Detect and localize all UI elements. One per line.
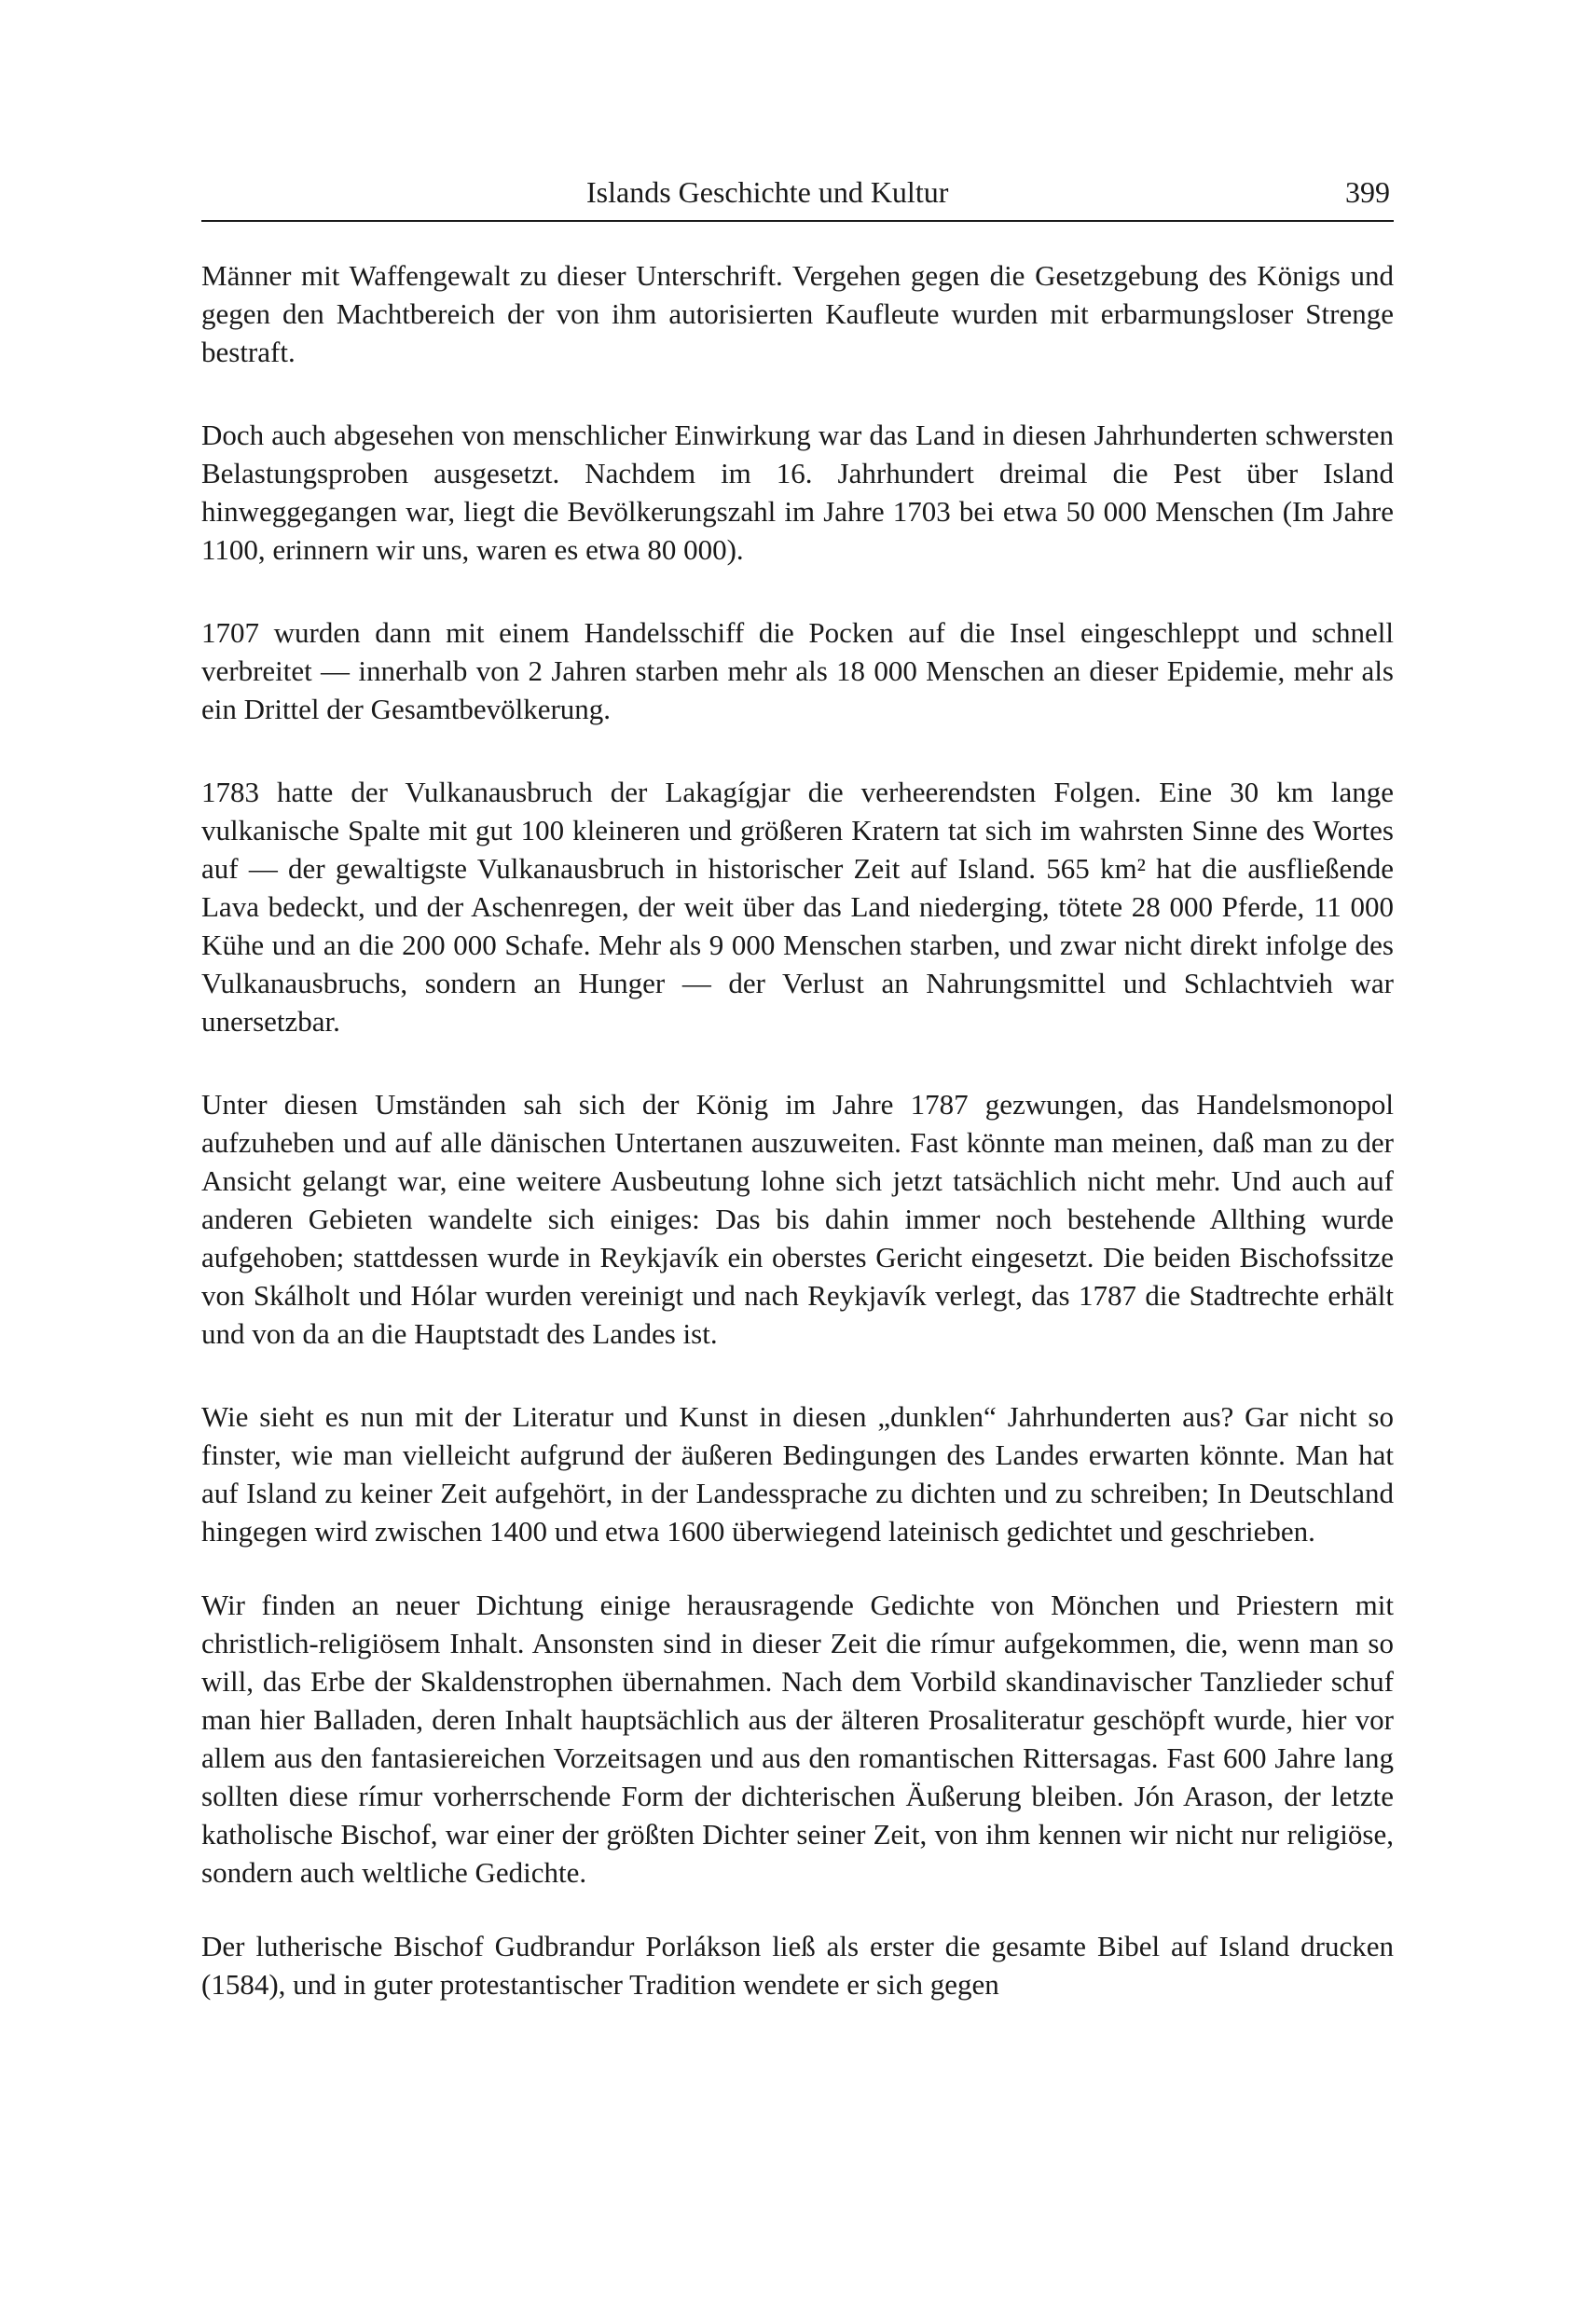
paragraph-6: Wie sieht es nun mit der Literatur und Kunst in diesen „dunklen“ Jahrhunderten aus? Gar nicht so finster, wie man vielleicht aufgrund der äußeren Bedingungen des Landes erwarten könnte. Man hat auf Island zu keiner Zeit aufgehört, in der Landessprache zu dichten und zu schreiben; In Deutschland hingegen wird zwischen 1400 und etwa 1600 überwiegend lateinisch gedichtet und geschrieben. [201, 1400, 1394, 1548]
body-text [201, 256, 1394, 2048]
running-title: Islands Geschichte und Kultur [586, 175, 949, 209]
paragraph-8: Der lutherische Bischof Gudbrandur Porlákson ließ als erster die gesamte Bibel auf Island drucken (1584), und in guter protestantischer Tradition wendete er sich gegen [201, 1930, 1394, 2001]
paragraph-2: Doch auch abgesehen von menschlicher Einwirkung war das Land in diesen Jahrhunderten schwersten Belastungsproben ausgesetzt. Nachdem im 16. Jahrhundert dreimal die Pest über Island hinweggegangen war, liegt die Bevölkerungszahl im Jahre 1703 bei etwa 50 000 Menschen (Im Jahre 1100, erinnern wir uns, waren es etwa 80 000). [201, 419, 1394, 566]
paragraph-4: 1783 hatte der Vulkanausbruch der Lakagígjar die verheerendsten Folgen. Eine 30 km lange vulkanische Spalte mit gut 100 kleineren und größeren Kratern tat sich im wahrsten Sinne des Wortes auf — der gewaltigste Vulkanausbruch in historischer Zeit auf Island. 565 km² hat die ausfließende Lava bedeckt, und der Aschenregen, der weit über das Land niederging, tötete 28 000 Pferde, 11 000 Kühe und an die 200 000 Schafe. Mehr als 9 000 Menschen starben, und zwar nicht direkt infolge des Vulkanausbruchs, sondern an Hunger — der Verlust an Nahrungsmittel und Schlachtvieh war unersetzbar. [201, 776, 1394, 1038]
paragraph-5: Unter diesen Umständen sah sich der König im Jahre 1787 gezwungen, das Handelsmonopol aufzuheben und auf alle dänischen Untertanen auszuweiten. Fast könnte man meinen, daß man zu der Ansicht gelangt war, eine weitere Ausbeutung lohne sich jetzt tatsächlich nicht mehr. Und auch auf anderen Gebieten wandelte sich einiges: Das bis dahin immer noch bestehende Allthing wurde aufgehoben; stattdessen wurde in Reykjavík ein oberstes Gericht eingesetzt. Die beiden Bischofssitze von Skálholt und Hólar wurden vereinigt und nach Reykjavík verlegt, das 1787 die Stadtrechte erhält und von da an die Hauptstadt des Landes ist. [201, 1088, 1394, 1350]
paragraph-1: Männer mit Waffengewalt zu dieser Unterschrift. Vergehen gegen die Gesetzgebung des Königs und gegen den Machtbereich der von ihm autorisierten Kaufleute wurden mit erbarmungsloser Strenge bestraft. [201, 259, 1394, 368]
paragraph-3: 1707 wurden dann mit einem Handelsschiff die Pocken auf die Insel eingeschleppt und schnell verbreitet — innerhalb von 2 Jahren starben mehr als 18 000 Menschen an dieser Epidemie, mehr als ein Drittel der Gesamtbevölkerung. [201, 616, 1394, 725]
paragraph-7: Wir finden an neuer Dichtung einige herausragende Gedichte von Mönchen und Priestern mit christlich-religiösem Inhalt. Ansonsten sind in dieser Zeit die rímur aufgekommen, die, wenn man so will, das Erbe der Skaldenstrophen übernahmen. Nach dem Vorbild skandinavischer Tanzlieder schuf man hier Balladen, deren Inhalt hauptsächlich aus der älteren Prosaliteratur geschöpft wurde, hier vor allem aus den fantasiereichen Vorzeitsagen und aus den romantischen Rittersagas. Fast 600 Jahre lang sollten diese rímur vorherrschende Form der dichterischen Äußerung bleiben. Jón Arason, der letzte katholische Bischof, war einer der größten Dichter seiner Zeit, von ihm kennen wir nicht nur religiöse, sondern auch weltliche Gedichte. [201, 1589, 1394, 1889]
page-header [201, 168, 1394, 222]
page-number: 399 [1345, 175, 1390, 209]
